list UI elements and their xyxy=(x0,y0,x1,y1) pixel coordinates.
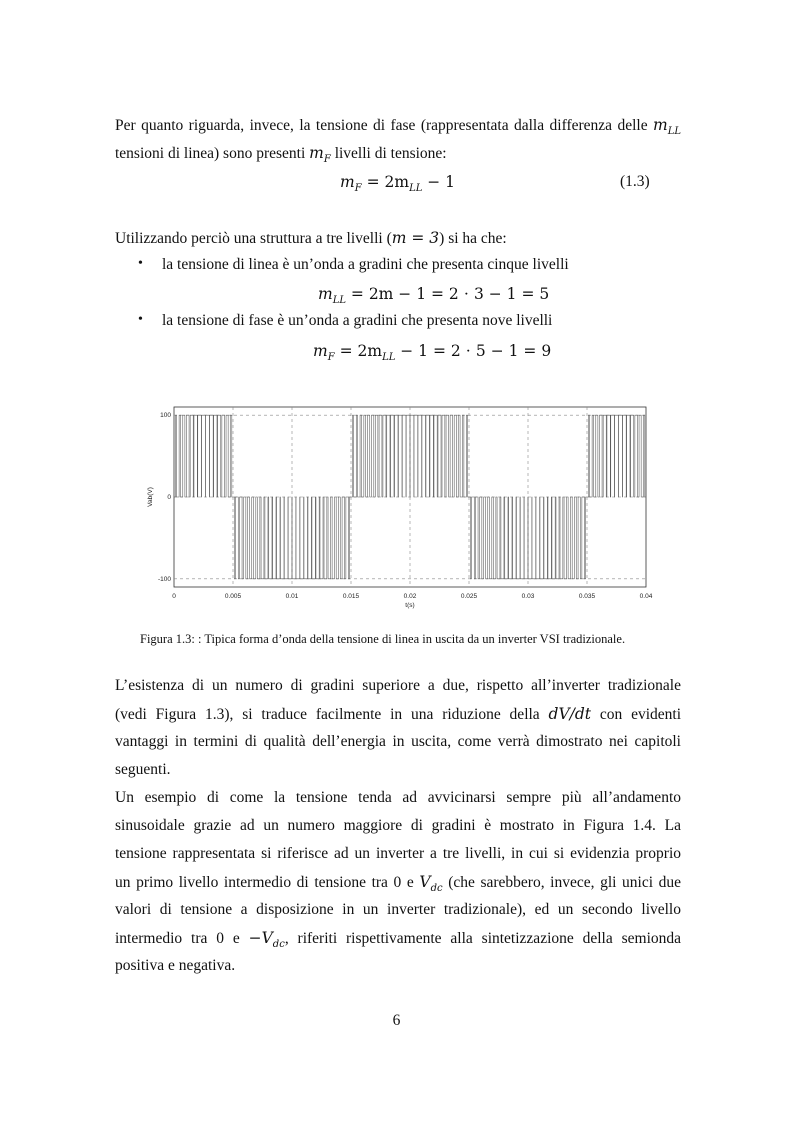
x-tick-label: 0.005 xyxy=(224,593,242,600)
equation-bullet-2: $m_F = 2m_{LL} - 1 = 2 \cdot 5 - 1 = 9$ xyxy=(313,342,552,364)
bullet-text-2: la tensione di fase è un’onda a gradini che presenta nove livelli xyxy=(162,312,553,329)
equation-bullet-1: $m_{LL} = 2m - 1 = 2 \cdot 3 - 1 = 5$ xyxy=(318,285,550,307)
paragraph-4-line-3: tensione rappresentata si riferisce ad un inverter a tre livelli, in cui si evidenzia proprio xyxy=(115,845,681,862)
series-vab xyxy=(174,415,646,579)
x-tick-label: 0.03 xyxy=(521,593,535,600)
equation-number: (1.3) xyxy=(620,173,650,190)
x-tick-label: 0.04 xyxy=(639,593,653,600)
page-number: 6 xyxy=(392,1012,401,1029)
y-tick-label: 100 xyxy=(160,412,171,420)
bullet-text-1: la tensione di linea è un’onda a gradini che presenta cinque livelli xyxy=(162,256,569,273)
paragraph-4-line-4: un primo livello intermedio di tensione tra 0 e $V_{dc}$ (che sarebbero, invece, gli unici due xyxy=(115,873,682,895)
paragraph-4-line-5: valori di tensione a disposizione in un inverter tradizionale), ed un secondo livello xyxy=(115,901,681,918)
paragraph-3-line-3: vantaggi in termini di qualità dell’energia in uscita, come verrà dimostrato nei capitoli xyxy=(115,733,681,750)
bullet-mark-2: • xyxy=(138,312,143,327)
paragraph-4-line-1: Un esempio di come la tensione tenda ad avvicinarsi sempre più all’andamento xyxy=(115,789,681,806)
x-tick-label: 0 xyxy=(172,593,176,600)
paragraph-1-line-1: Per quanto riguarda, invece, la tensione di fase (rappresentata dalla differenza delle $m_{LL}$ xyxy=(115,116,682,138)
paragraph-3-line-2: (vedi Figura 1.3), si traduce facilmente in una riduzione della dV/dt con evidenti xyxy=(115,705,682,723)
paragraph-1-line-2: tensioni di linea) sono presenti $m_F$ livelli di tensione: xyxy=(115,144,447,166)
paragraph-4-line-7: positiva e negativa. xyxy=(115,957,236,974)
y-tick-label: -100 xyxy=(157,575,171,583)
paragraph-4-line-2: sinusoidale grazie ad un numero maggiore di gradini è mostrato in Figura 1.4. La xyxy=(115,817,681,834)
paragraph-4-line-6: intermedio tra 0 $e -V_{dc}$, riferiti rispettivamente alla sintetizzazione della semionda xyxy=(115,929,682,951)
x-tick-label: 0.02 xyxy=(403,593,417,600)
paragraph-2: Utilizzando perciò una struttura a tre livelli (m = 3) si ha che: xyxy=(115,229,507,247)
paragraph-3-line-1: L’esistenza di un numero di gradini superiore a due, rispetto all’inverter tradizionale xyxy=(115,677,681,694)
line-voltage-chart xyxy=(140,395,660,620)
x-tick-label: 0.035 xyxy=(578,593,596,600)
y-axis-label: Vab(V) xyxy=(147,487,154,507)
bullet-mark-1: • xyxy=(138,256,143,271)
y-tick-label: 0 xyxy=(167,494,171,501)
x-tick-label: 0.01 xyxy=(285,593,299,600)
x-tick-label: 0.025 xyxy=(460,593,478,600)
x-tick-label: 0.015 xyxy=(342,593,360,600)
x-axis-label: t(s) xyxy=(405,602,415,609)
equation-1-3: $m_F = 2m_{LL} - 1$ xyxy=(340,173,456,195)
figure-caption: Figura 1.3: : Tipica forma d’onda della tensione di linea in uscita da un inverter VSI tradizionale. xyxy=(140,632,626,646)
paragraph-3-line-4: seguenti. xyxy=(115,761,171,778)
